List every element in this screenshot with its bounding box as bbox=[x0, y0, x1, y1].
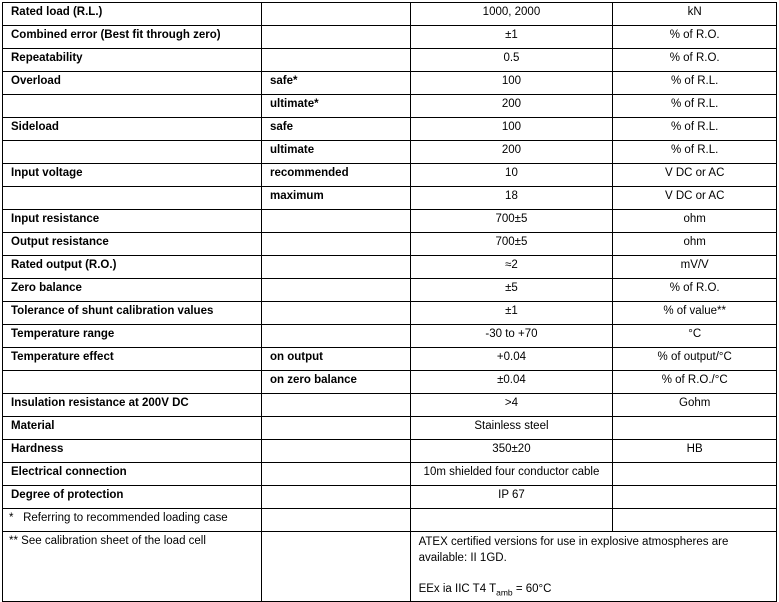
footnote-row bbox=[3, 509, 777, 532]
row-value: >4 bbox=[410, 394, 613, 417]
row-param: Insulation resistance at 200V DC bbox=[3, 394, 262, 417]
row-value: 350±20 bbox=[410, 440, 613, 463]
table-row bbox=[3, 371, 777, 394]
footnote-value-cell bbox=[410, 509, 613, 532]
footnote-marker: ** bbox=[9, 535, 18, 547]
row-qualifier: ultimate bbox=[262, 141, 411, 164]
table-row bbox=[3, 26, 777, 49]
row-value: +0.04 bbox=[410, 348, 613, 371]
specification-table bbox=[2, 2, 777, 602]
row-value: ±5 bbox=[410, 279, 613, 302]
atex-row bbox=[3, 532, 777, 602]
footnote-text: See calibration sheet of the load cell bbox=[21, 535, 206, 547]
row-unit: kN bbox=[613, 3, 777, 26]
row-qualifier bbox=[262, 486, 411, 509]
row-param: Repeatability bbox=[3, 49, 262, 72]
row-unit: % of R.O. bbox=[613, 49, 777, 72]
row-qualifier bbox=[262, 394, 411, 417]
table-row bbox=[3, 141, 777, 164]
row-param: Temperature effect bbox=[3, 348, 262, 371]
table-row bbox=[3, 233, 777, 256]
row-qualifier bbox=[262, 49, 411, 72]
row-unit bbox=[613, 463, 777, 486]
row-qualifier: on zero balance bbox=[262, 371, 411, 394]
row-qualifier bbox=[262, 463, 411, 486]
row-param: Material bbox=[3, 417, 262, 440]
footnote-double-asterisk bbox=[3, 532, 262, 602]
footnote-marker: * bbox=[9, 512, 14, 524]
row-unit: % of R.O. bbox=[613, 279, 777, 302]
table-row bbox=[3, 348, 777, 371]
atex-line-3-post: = 60°C bbox=[512, 582, 552, 595]
row-unit: % of R.L. bbox=[613, 72, 777, 95]
row-param bbox=[3, 371, 262, 394]
row-param: Degree of protection bbox=[3, 486, 262, 509]
row-value: Stainless steel bbox=[410, 417, 613, 440]
table-row bbox=[3, 279, 777, 302]
row-qualifier bbox=[262, 26, 411, 49]
table-row bbox=[3, 3, 777, 26]
row-unit: mV/V bbox=[613, 256, 777, 279]
row-value: 200 bbox=[410, 95, 613, 118]
row-unit: ohm bbox=[613, 233, 777, 256]
table-body bbox=[3, 3, 777, 602]
row-param bbox=[3, 141, 262, 164]
row-param: Input resistance bbox=[3, 210, 262, 233]
table-row bbox=[3, 187, 777, 210]
row-value: 700±5 bbox=[410, 210, 613, 233]
row-param: Temperature range bbox=[3, 325, 262, 348]
row-qualifier bbox=[262, 210, 411, 233]
table-row bbox=[3, 417, 777, 440]
row-qualifier: on output bbox=[262, 348, 411, 371]
row-param: Sideload bbox=[3, 118, 262, 141]
table-row bbox=[3, 463, 777, 486]
row-qualifier bbox=[262, 3, 411, 26]
row-value: 200 bbox=[410, 141, 613, 164]
row-value: -30 to +70 bbox=[410, 325, 613, 348]
row-value: ≈2 bbox=[410, 256, 613, 279]
table-row bbox=[3, 95, 777, 118]
row-qualifier: maximum bbox=[262, 187, 411, 210]
row-qualifier bbox=[262, 325, 411, 348]
table-row bbox=[3, 325, 777, 348]
row-value: 10 bbox=[410, 164, 613, 187]
row-value: IP 67 bbox=[410, 486, 613, 509]
row-param: Rated output (R.O.) bbox=[3, 256, 262, 279]
row-unit: % of R.L. bbox=[613, 118, 777, 141]
row-param: Combined error (Best fit through zero) bbox=[3, 26, 262, 49]
table-row bbox=[3, 486, 777, 509]
row-unit: °C bbox=[613, 325, 777, 348]
table-row bbox=[3, 72, 777, 95]
row-qualifier: safe* bbox=[262, 72, 411, 95]
footnote-single-asterisk bbox=[3, 509, 262, 532]
row-value: 0.5 bbox=[410, 49, 613, 72]
row-value: ±1 bbox=[410, 302, 613, 325]
table-row bbox=[3, 440, 777, 463]
row-value: ±1 bbox=[410, 26, 613, 49]
row-value: 100 bbox=[410, 72, 613, 95]
row-qualifier bbox=[262, 302, 411, 325]
row-unit: % of output/°C bbox=[613, 348, 777, 371]
row-param: Overload bbox=[3, 72, 262, 95]
row-param bbox=[3, 95, 262, 118]
atex-line-3 bbox=[419, 583, 552, 595]
row-unit: HB bbox=[613, 440, 777, 463]
row-unit: V DC or AC bbox=[613, 187, 777, 210]
row-qualifier: recommended bbox=[262, 164, 411, 187]
row-qualifier: ultimate* bbox=[262, 95, 411, 118]
row-param: Input voltage bbox=[3, 164, 262, 187]
table-row bbox=[3, 118, 777, 141]
row-unit bbox=[613, 417, 777, 440]
atex-line-2: available: II 1GD. bbox=[418, 551, 507, 564]
row-value: 100 bbox=[410, 118, 613, 141]
row-param: Zero balance bbox=[3, 279, 262, 302]
row-qualifier: safe bbox=[262, 118, 411, 141]
footnote-qual-cell bbox=[262, 509, 411, 532]
row-qualifier bbox=[262, 233, 411, 256]
atex-line-3-sub: amb bbox=[496, 586, 513, 597]
row-unit: % of R.L. bbox=[613, 95, 777, 118]
atex-qual-cell bbox=[262, 532, 411, 602]
row-qualifier bbox=[262, 256, 411, 279]
footnote-text: Referring to recommended loading case bbox=[23, 512, 228, 524]
row-value: 18 bbox=[410, 187, 613, 210]
row-qualifier bbox=[262, 417, 411, 440]
atex-note bbox=[410, 532, 776, 602]
row-qualifier bbox=[262, 440, 411, 463]
row-value: 1000, 2000 bbox=[410, 3, 613, 26]
row-param: Hardness bbox=[3, 440, 262, 463]
row-unit: Gohm bbox=[613, 394, 777, 417]
row-unit: % of R.O. bbox=[613, 26, 777, 49]
table-row bbox=[3, 302, 777, 325]
table-row bbox=[3, 256, 777, 279]
footnote-unit-cell bbox=[613, 509, 777, 532]
row-param: Rated load (R.L.) bbox=[3, 3, 262, 26]
table-row bbox=[3, 49, 777, 72]
row-value: 700±5 bbox=[410, 233, 613, 256]
row-qualifier bbox=[262, 279, 411, 302]
table-row bbox=[3, 394, 777, 417]
table-row bbox=[3, 164, 777, 187]
row-param: Output resistance bbox=[3, 233, 262, 256]
row-unit: % of value** bbox=[613, 302, 777, 325]
row-value: 10m shielded four conductor cable bbox=[410, 463, 613, 486]
row-unit: % of R.O./°C bbox=[613, 371, 777, 394]
row-param: Electrical connection bbox=[3, 463, 262, 486]
row-value: ±0.04 bbox=[410, 371, 613, 394]
row-unit: % of R.L. bbox=[613, 141, 777, 164]
row-unit: ohm bbox=[613, 210, 777, 233]
row-unit: V DC or AC bbox=[613, 164, 777, 187]
atex-line-3-pre: EEx ia IIC T4 T bbox=[418, 582, 497, 595]
row-param bbox=[3, 187, 262, 210]
row-param: Tolerance of shunt calibration values bbox=[3, 302, 262, 325]
row-unit bbox=[613, 486, 777, 509]
atex-line-1: ATEX certified versions for use in explosive atmospheres are bbox=[418, 536, 729, 548]
table-row bbox=[3, 210, 777, 233]
